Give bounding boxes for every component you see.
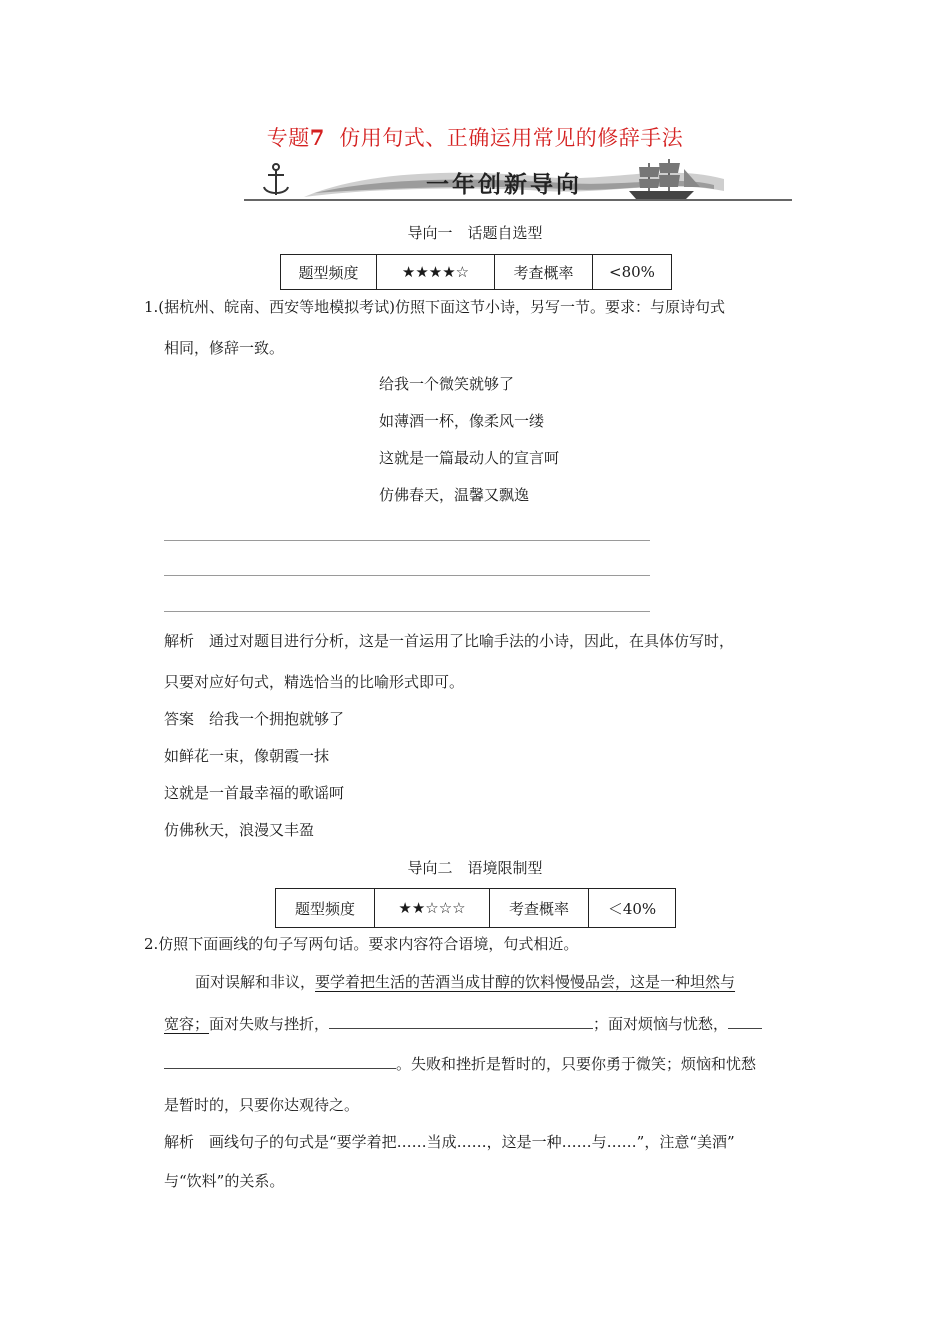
- section2-heading: 导向二 语境限制型: [407, 859, 543, 877]
- section2-frequency-table: [275, 888, 676, 928]
- q1-prompt-line2: 相同，修辞一致。: [164, 339, 285, 357]
- passage-text: ；面对烦恼与忧愁，: [593, 1015, 729, 1033]
- poem-line: 这就是一篇最动人的宣言呵: [379, 449, 560, 467]
- section1-heading: 导向一 话题自选型: [407, 224, 543, 242]
- q2-analysis-line1: 解析 画线句子的句式是“要学着把……当成……，这是一种……与……”，注意“美酒”: [164, 1133, 735, 1151]
- probability-value: <80%: [593, 255, 672, 290]
- poem-line: 仿佛春天，温馨又飘逸: [379, 486, 530, 504]
- probability-label: 考查概率: [490, 889, 589, 928]
- banner-text: 一年创新导向: [426, 172, 582, 198]
- q1-prompt-line1: 1.(据杭州、皖南、西安等地模拟考试)仿照下面这节小诗，另写一节。要求：与原诗句式: [144, 298, 726, 316]
- passage-text: 面对失败与挫折，: [209, 1015, 330, 1033]
- frequency-label: 题型频度: [276, 889, 375, 928]
- frequency-label: 题型频度: [281, 255, 377, 290]
- title-text: 仿用句式、正确运用常见的修辞手法: [339, 126, 684, 150]
- underlined-sentence: 要学着把生活的苦酒当成甘醇的饮料慢慢品尝，这是一种坦然与: [315, 973, 736, 991]
- q2-passage-line4: 是暂时的，只要你达观待之。: [164, 1096, 360, 1114]
- q2-analysis-line2: 与“饮料”的关系。: [164, 1172, 285, 1190]
- passage-text: 面对误解和非议，: [195, 973, 316, 991]
- q1-analysis-line1: 解析 通过对题目进行分析，这是一首运用了比喻手法的小诗，因此，在具体仿写时，: [164, 632, 735, 650]
- passage-text: 。失败和挫折是暂时的，只要你勇于微笑；烦恼和忧愁: [396, 1055, 757, 1073]
- frequency-stars: ★★★★☆: [377, 255, 495, 290]
- q2-passage-line1: [195, 971, 735, 992]
- q2-passage-line3: [164, 1053, 756, 1074]
- fill-in-blank[interactable]: [728, 1014, 762, 1029]
- answer-blank-line: [164, 540, 650, 541]
- probability-value: ＜40%: [589, 889, 676, 928]
- answer-blank-line: [164, 611, 650, 612]
- poem-line: 如薄酒一杯，像柔风一缕: [379, 412, 545, 430]
- fill-in-blank[interactable]: [329, 1014, 593, 1029]
- sailing-ship-icon: [629, 159, 700, 199]
- section1-frequency-table: [280, 254, 672, 290]
- probability-label: 考查概率: [495, 255, 593, 290]
- q1-answer-line: 仿佛秋天，浪漫又丰盈: [164, 821, 315, 839]
- q1-answer-line: 如鲜花一束，像朝霞一抹: [164, 747, 330, 765]
- answer-blank-line: [164, 575, 650, 576]
- q1-analysis-line2: 只要对应好句式，精选恰当的比喻形式即可。: [164, 673, 465, 691]
- title-number: 7: [309, 125, 325, 150]
- frequency-stars: ★★☆☆☆: [375, 889, 490, 928]
- q2-prompt: 2.仿照下面画线的句子写两句话。要求内容符合语境，句式相近。: [144, 935, 579, 953]
- anchor-icon: [264, 164, 288, 195]
- q1-answer-line: 答案 给我一个拥抱就够了: [164, 710, 345, 728]
- underlined-sentence: 宽容；: [164, 1015, 210, 1033]
- poem-line: 给我一个微笑就够了: [379, 375, 515, 393]
- q2-passage-line2: [164, 1013, 762, 1034]
- section-banner: [244, 157, 792, 203]
- q1-answer-line: 这就是一首最幸福的歌谣呵: [164, 784, 345, 802]
- page-title: [0, 122, 950, 152]
- title-prefix: 专题: [266, 126, 310, 150]
- fill-in-blank[interactable]: [164, 1054, 396, 1069]
